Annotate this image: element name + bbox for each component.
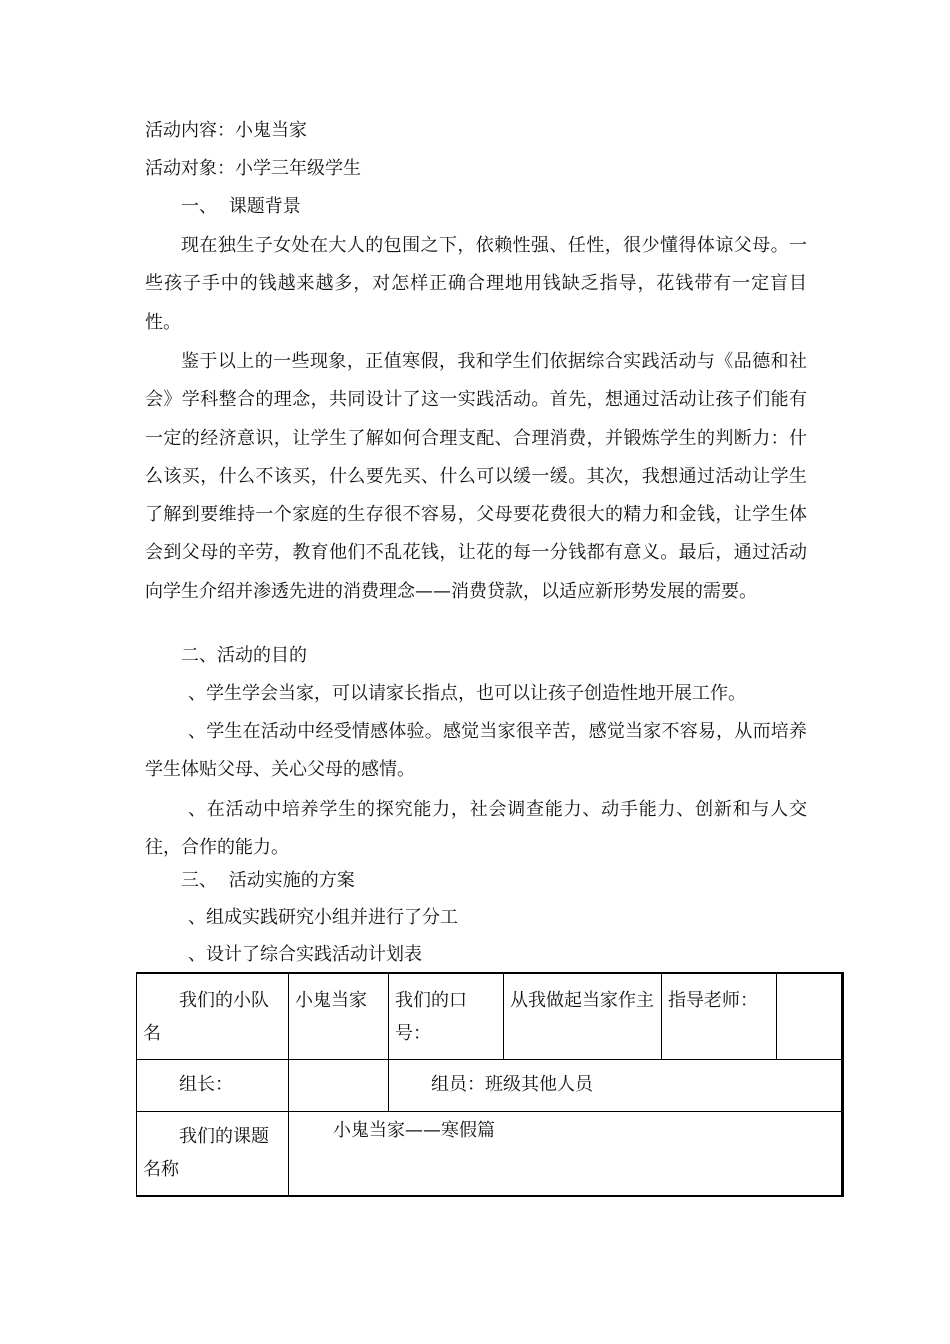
topic-value-cell: [289, 1112, 843, 1197]
members-text: 组员：班级其他人员: [431, 1074, 593, 1095]
members-cell: [389, 1060, 843, 1112]
activity-plan-table: [136, 972, 844, 1197]
plan-item-1: 、组成实践研究小组并进行了分工: [188, 907, 458, 928]
table-row: [137, 1060, 843, 1112]
activity-content-line: 活动内容：小鬼当家: [145, 120, 307, 141]
section-heading-plan: 三、 活动实施的方案: [181, 870, 355, 891]
section-heading-background: 一、 课题背景: [181, 196, 301, 217]
background-paragraph-1: 现在独生子女处在大人的包围之下，依赖性强、任性，很少懂得体谅父母。一些孩子手中的钱越来越多，对怎样正确合理地用钱缺乏指导，花钱带有一定盲目性。: [145, 235, 807, 333]
activity-target-line: 活动对象：小学三年级学生: [145, 158, 361, 179]
team-name-label-cell: [137, 973, 289, 1060]
teacher-value-cell: [777, 973, 843, 1060]
leader-value: [289, 1060, 388, 1068]
teacher-label-cell: [662, 973, 777, 1060]
table-row: [137, 1112, 843, 1197]
goal-item-1: 、学生学会当家，可以请家长指点，也可以让孩子创造性地开展工作。: [188, 683, 746, 704]
topic-label: 我们的课题名称: [143, 1126, 269, 1180]
slogan-value: 从我做起当家作主: [510, 990, 654, 1011]
slogan-label: 我们的口号：: [395, 990, 467, 1044]
topic-label-cell: [137, 1112, 289, 1197]
team-name-value: 小鬼当家: [295, 990, 367, 1011]
team-name-value-cell: [289, 973, 389, 1060]
slogan-label-cell: [389, 973, 504, 1060]
leader-value-cell: [289, 1060, 389, 1112]
background-paragraph-2: 鉴于以上的一些现象，正值寒假，我和学生们依据综合实践活动与《品德和社会》学科整合的理念，共同设计了这一实践活动。首先，想通过活动让孩子们能有一定的经济意识，让学生了解如何合理支配、合理消费，并锻炼学生的判断力：什么该买，什么不该买，什么要先买、什么可以缓一缓。其次，我想通过活动让学生了解到要维持一个家庭的生存很不容易，父母要花费很大的精力和金钱，让学生体会到父母的辛劳，教育他们不乱花钱，让花的每一分钱都有意义。最后，通过活动向学生介绍并渗透先进的消费理念——消费贷款，以适应新形势发展的需要。: [145, 351, 807, 602]
table-row: [137, 973, 843, 1060]
plan-item-2: 、设计了综合实践活动计划表: [188, 944, 422, 965]
goal-item-2: 、学生在活动中经受情感体验。感觉当家很辛苦，感觉当家不容易，从而培养学生体贴父母、关心父母的感情。: [145, 721, 807, 781]
team-name-label: 我们的小队名: [143, 990, 269, 1044]
leader-label: 组长：: [179, 1074, 233, 1095]
teacher-label: 指导老师：: [668, 990, 758, 1011]
topic-value: 小鬼当家——寒假篇: [333, 1120, 495, 1141]
slogan-value-cell: [504, 973, 662, 1060]
section-heading-goals: 二、活动的目的: [181, 645, 307, 666]
teacher-value: [777, 974, 841, 984]
goal-item-3: 、在活动中培养学生的探究能力，社会调查能力、动手能力、创新和与人交往，合作的能力。: [145, 799, 807, 859]
leader-label-cell: [137, 1060, 289, 1112]
